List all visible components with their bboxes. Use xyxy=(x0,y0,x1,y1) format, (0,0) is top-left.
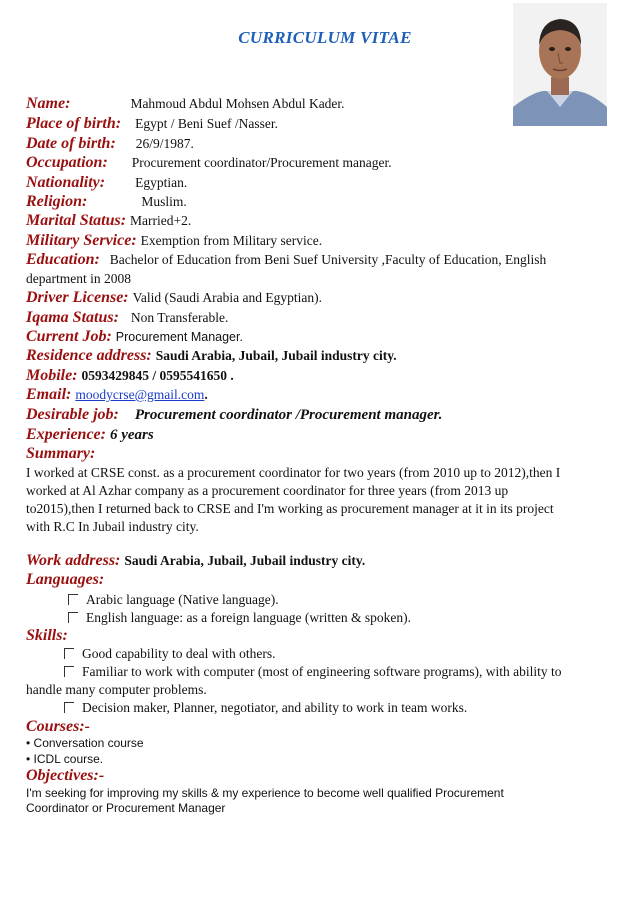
work-address-label: Work address: xyxy=(26,552,121,569)
date-of-birth-label: Date of birth: xyxy=(26,135,116,152)
residence-address-label: Residence address: xyxy=(26,347,152,364)
marital-status-label: Marital Status: xyxy=(26,212,127,229)
education-label: Education: xyxy=(26,251,100,268)
skill-item-continued xyxy=(26,682,207,698)
name-value: Mahmoud Abdul Mohsen Abdul Kader. xyxy=(130,96,345,111)
email-link[interactable]: moodycrse@gmail.com xyxy=(75,387,205,402)
nationality-value: Egyptian. xyxy=(135,175,188,190)
place-of-birth-value: Egypt / Beni Suef /Nasser. xyxy=(135,116,278,131)
objectives-heading xyxy=(26,767,624,785)
current-job-value: Procurement Manager. xyxy=(115,330,243,344)
iqama-status-row xyxy=(26,309,624,327)
religion-row xyxy=(26,193,624,211)
religion-value: Muslim. xyxy=(141,194,187,209)
desirable-job-label: Desirable job: xyxy=(26,406,119,423)
bullet-box-icon xyxy=(64,702,74,713)
marital-status-row xyxy=(26,212,624,230)
summary-label: Summary: xyxy=(26,445,96,462)
residence-address-value: Saudi Arabia, Jubail, Jubail industry city. xyxy=(155,348,397,363)
bullet-box-icon xyxy=(68,594,78,605)
religion-label: Religion: xyxy=(26,193,88,210)
skill-item xyxy=(64,664,562,680)
course-item: • ICDL course. xyxy=(26,752,104,766)
occupation-label: Occupation: xyxy=(26,154,108,171)
experience-value: 6 years xyxy=(109,427,154,443)
experience-label: Experience: xyxy=(26,426,106,443)
skill-item-text: handle many computer problems. xyxy=(26,682,207,697)
occupation-value: Procurement coordinator/Procurement manager. xyxy=(131,155,392,170)
skill-item xyxy=(64,700,467,716)
bullet-box-icon xyxy=(64,666,74,677)
skill-item-text: Decision maker, Planner, negotiator, and ability to work in team works. xyxy=(82,700,468,715)
skills-heading xyxy=(26,627,624,645)
nationality-label: Nationality: xyxy=(26,174,106,191)
document-title: CURRICULUM VITAE xyxy=(238,28,412,47)
residence-address-row xyxy=(26,347,624,365)
objectives-line: Coordinator or Procurement Manager xyxy=(26,801,226,815)
skill-item-text: Good capability to deal with others. xyxy=(82,646,276,661)
work-address-value: Saudi Arabia, Jubail, Jubail industry city. xyxy=(124,553,366,568)
date-of-birth-row xyxy=(26,135,624,153)
objectives-label: Objectives:- xyxy=(26,767,105,784)
occupation-row xyxy=(26,154,624,172)
summary-paragraph xyxy=(26,464,626,536)
language-item xyxy=(68,592,279,608)
iqama-status-label: Iqama Status: xyxy=(26,309,119,326)
place-of-birth-row xyxy=(26,115,624,133)
objectives-line: I'm seeking for improving my skills & my experience to become well qualified Procurement xyxy=(26,786,504,800)
languages-heading xyxy=(26,571,624,589)
education-row xyxy=(26,251,624,269)
experience-row xyxy=(26,426,624,444)
summary-line: I worked at CRSE const. as a procurement coordinator for two years (from 2010 up to 2012),then I xyxy=(26,465,561,480)
skill-item-text: Familiar to work with computer (most of engineering software programs), with ability to xyxy=(82,664,562,679)
email-row xyxy=(26,386,624,404)
military-service-row xyxy=(26,232,624,250)
languages-label: Languages: xyxy=(26,571,105,588)
summary-line: to2015),then I returned back to CRSE and I'm working as procurement manager at it in its project xyxy=(26,501,554,516)
bullet-box-icon xyxy=(64,648,74,659)
driver-license-label: Driver License: xyxy=(26,289,129,306)
skills-label: Skills: xyxy=(26,627,68,644)
course-item: • Conversation course xyxy=(26,736,144,750)
military-service-value: Exemption from Military service. xyxy=(140,233,323,248)
language-item xyxy=(68,610,411,626)
education-value-line2: department in 2008 xyxy=(26,271,131,286)
desirable-job-row xyxy=(26,406,624,424)
courses-label: Courses:- xyxy=(26,718,91,735)
email-suffix: . xyxy=(204,387,208,402)
driver-license-row xyxy=(26,289,624,307)
desirable-job-value: Procurement coordinator /Procurement manager. xyxy=(134,407,443,423)
nationality-row xyxy=(26,174,624,192)
work-address-row xyxy=(26,552,624,570)
place-of-birth-label: Place of birth: xyxy=(26,115,122,132)
education-value-line1: Bachelor of Education from Beni Suef University ,Faculty of Education, English xyxy=(109,252,547,267)
courses-heading xyxy=(26,718,624,736)
bullet-box-icon xyxy=(68,612,78,623)
current-job-label: Current Job: xyxy=(26,328,112,345)
summary-line: worked at Al Azhar company as a procurement coordinator for three years (from 2013 up xyxy=(26,483,509,498)
mobile-row xyxy=(26,367,624,385)
name-row xyxy=(26,95,624,113)
marital-status-value: Married+2. xyxy=(130,213,192,228)
summary-heading xyxy=(26,445,624,463)
mobile-value: 0593429845 / 0595541650 . xyxy=(81,368,234,383)
language-item-text: English language: as a foreign language (written & spoken). xyxy=(86,610,412,625)
driver-license-value: Valid (Saudi Arabia and Egyptian). xyxy=(132,290,322,305)
language-item-text: Arabic language (Native language). xyxy=(86,592,279,607)
current-job-row xyxy=(26,328,624,346)
education-row-continued xyxy=(26,270,624,288)
summary-line: with R.C In Jubail industry city. xyxy=(26,519,199,534)
skill-item xyxy=(64,646,275,662)
name-label: Name: xyxy=(26,95,71,112)
email-label: Email: xyxy=(26,386,72,403)
military-service-label: Military Service: xyxy=(26,232,137,249)
mobile-label: Mobile: xyxy=(26,367,78,384)
date-of-birth-value: 26/9/1987. xyxy=(135,136,194,151)
iqama-status-value: Non Transferable. xyxy=(130,310,229,325)
